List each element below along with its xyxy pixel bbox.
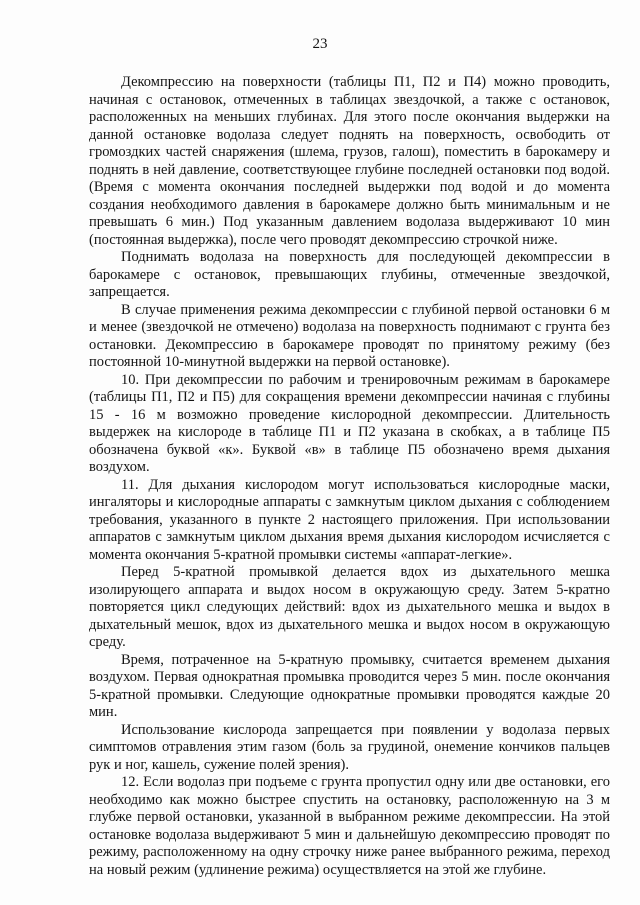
page-number: 23 [312,36,328,52]
paragraph-surface-prohibition: Поднимать водолаза на поверхность для последующей декомпрессии в барокамере с остановок, превышающих глубины, отмеченные звездочкой, запрещается. [89,249,610,300]
document-body [89,74,610,879]
paragraph-decompression-surface: Декомпрессию на поверхности (таблицы П1, П2 и П4) можно проводить, начиная с остановок, отмеченных в таблицах звездочкой, а также с остановок, расположенных на меньших глубинах. Для этого после окончания выдержки на данной остановке водолаза следует поднять на поверхность, освободить от громоздких частей снаряжения (шлема, грузов, галош), поместить в барокамеру и поднять в ней давление, соответствующее глубине последней остановки под водой. (Время с момента окончания последней выдержки под водой и до момента создания необходимого давления в барокамере должно быть минимальным и не превышать 6 мин.) Под указанным давлением водолаза выдерживают 10 мин (постоянная выдержка), после чего проводят декомпрессию строчкой ниже. [89,74,610,248]
paragraph-flush-timing: Время, потраченное на 5-кратную промывку, считается временем дыхания воздухом. Первая однократная промывка проводится через 5 мин. после окончания 5-кратной промывки. Следующие однократные промывки проводятся каждые 20 мин. [89,651,610,720]
paragraph-item-12: 12. Если водолаз при подъеме с грунта пропустил одну или две остановки, его необходимо как можно быстрее спустить на остановку, расположенную на 3 м глубже первой остановки, указанной в выбранном режиме декомпрессии. На этой остановке водолаза выдерживают 5 мин и дальнейшую декомпрессию проводят по режиму, расположенному на одну строчку ниже ранее выбранного режима, переход на новый режим (удлинение режима) осуществляется на этой же глубине. [89,774,610,878]
paragraph-shallow-stop: В случае применения режима декомпрессии с глубиной первой остановки 6 м и менее (звездочкой не отмечено) водолаза на поверхность поднимают с грунта без остановки. Декомпрессию в барокамере проводят по принятому режиму (без постоянной 10-минутной выдержки на первой остановке). [89,301,610,370]
paragraph-item-11: 11. Для дыхания кислородом могут использоваться кислородные маски, ингаляторы и кислородные аппараты с замкнутым циклом дыхания с соблюдением требования, указанного в пункте 2 настоящего приложения. При использовании аппаратов с замкнутым циклом дыхания время дыхания кислородом исчисляется с момента окончания 5-кратной промывки системы «аппарат-легкие». [89,476,610,563]
paragraph-item-10: 10. При декомпрессии по рабочим и тренировочным режимам в барокамере (таблицы П1, П2 и П5) для сокращения времени декомпрессии начиная с глубины 15 - 16 м возможно проведение кислородной декомпрессии. Длительность выдержек на кислороде в таблице П1 и П2 указана в скобках, а в таблице П5 обозначена буквой «к». Буквой «в» в таблице П5 обозначено время дыхания воздухом. [89,371,610,475]
paragraph-flush-procedure: Перед 5-кратной промывкой делается вдох из дыхательного мешка изолирующего аппарата и выдох носом в окружающую среду. Затем 5-кратно повторяется цикл следующих действий: вдох из дыхательного мешка и выдох в дыхательный мешок, вдох из дыхательного мешка и выдох носом в окружающую среду. [89,564,610,650]
paragraph-oxygen-prohibition: Использование кислорода запрещается при появлении у водолаза первых симптомов отравления этим газом (боль за грудиной, онемение кончиков пальцев рук и ног, кашель, сужение полей зрения). [89,721,610,773]
